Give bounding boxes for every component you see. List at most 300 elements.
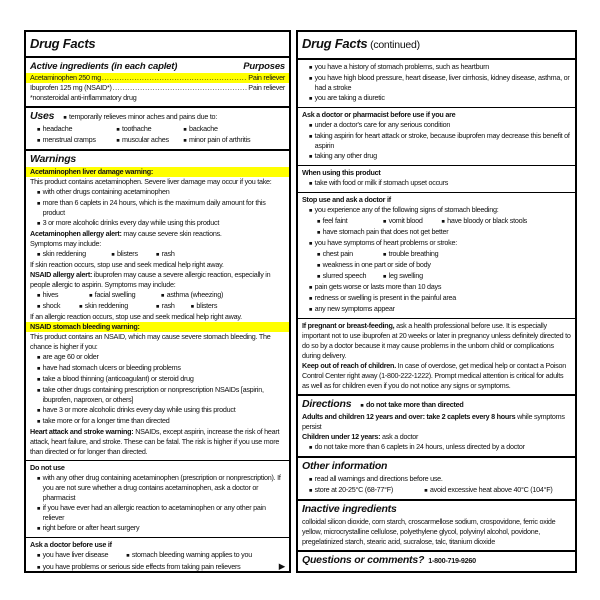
bullet-icon: ■ <box>37 293 41 299</box>
text-run: are age 60 or older <box>42 352 99 361</box>
text-run: ibuprofen may cause a severe allergic reaction, especially in people allergic to aspirin. Symptoms may include: <box>30 270 271 289</box>
section-heading: Directions <box>302 398 352 410</box>
ingredient-name: Acetaminophen 250 mg <box>30 73 101 82</box>
bullet-text <box>43 405 285 415</box>
bullet-icon: ■ <box>309 181 313 187</box>
label-section <box>26 106 289 149</box>
bullet-icon: ■ <box>383 219 387 225</box>
bullet-text <box>315 304 571 314</box>
bullet-item <box>298 474 575 485</box>
bullet-icon: ■ <box>383 274 387 280</box>
bullet-item <box>26 218 289 229</box>
bullet-text <box>323 260 571 270</box>
bullet-row <box>298 271 575 282</box>
bullet-text <box>323 227 571 237</box>
bullet-text: store at 20-25°C (68-77°F) <box>314 485 393 494</box>
bullet-icon: ■ <box>317 252 321 258</box>
text-run: you have a history of stomach problems, such as heartburn <box>314 62 489 71</box>
bullet-row <box>298 485 575 496</box>
bullet-item <box>111 249 156 260</box>
text-run: temporarily relieves minor aches and pains due to: <box>68 112 218 121</box>
bullet-text <box>43 503 285 523</box>
paragraph <box>26 167 289 177</box>
text-run: NSAID allergy alert: <box>30 270 93 279</box>
bullet-icon: ■ <box>309 488 313 494</box>
bullet-icon: ■ <box>37 355 41 361</box>
bullet-icon: ■ <box>37 138 41 144</box>
bullet-text <box>43 523 285 533</box>
bullet-text <box>43 352 285 362</box>
label-section <box>26 56 289 106</box>
bullet-item <box>26 473 289 503</box>
bullet-icon: ■ <box>309 65 313 71</box>
label-section <box>298 499 575 550</box>
text-run: take other drugs containing prescription or nonprescription NSAIDs [aspirin, ibuprofen, naproxen, or others] <box>42 385 264 404</box>
bullet-icon: ■ <box>37 565 41 571</box>
bullet-text <box>315 293 571 303</box>
text-run: have had stomach ulcers or bleeding problems <box>42 363 181 372</box>
bullet-icon: ■ <box>309 96 313 102</box>
text-run: any new symptoms appear <box>314 304 395 313</box>
bullet-text <box>315 62 571 72</box>
paragraph <box>26 260 289 270</box>
bullet-row <box>26 249 289 260</box>
bullet-row <box>298 249 575 260</box>
bullet-text: blisters <box>117 249 138 258</box>
bullet-item <box>116 135 183 146</box>
bullet-item <box>126 550 285 561</box>
paragraph <box>298 168 575 178</box>
bullet-text: chest pain <box>322 249 353 258</box>
bullet-text: avoid excessive heat above 40°C (104°F) <box>429 485 553 494</box>
bullet-icon: ■ <box>317 219 321 225</box>
bullet-icon: ■ <box>309 296 313 302</box>
label-section <box>298 32 575 58</box>
text-run: take with food or milk if stomach upset occurs <box>314 178 449 187</box>
bullet-text <box>43 416 285 426</box>
bullet-icon: ■ <box>309 241 313 247</box>
text-run: with any other drug containing acetaminophen (prescription or nonprescription). If you are not sure whether a drug contains acetaminophen, ask a doctor or pharmacist <box>42 473 281 502</box>
section-heading: Warnings <box>30 153 77 165</box>
text-run: under a doctor's care for any serious condition <box>314 120 451 129</box>
text-run: Ask a doctor before use if <box>30 540 112 549</box>
bullet-text: rash <box>161 249 175 258</box>
label-section <box>298 456 575 499</box>
text-run: Acetaminophen liver damage warning: <box>30 167 154 176</box>
bullet-text <box>315 178 571 188</box>
section-heading-row <box>26 110 289 123</box>
bullet-item <box>37 135 116 146</box>
bullet-item <box>156 249 285 260</box>
section-heading-row <box>298 503 575 516</box>
text-run: Keep out of reach of children. <box>302 361 396 370</box>
text-run: take a blood thinning (anticoagulant) or steroid drug <box>42 374 194 383</box>
bullet-icon: ■ <box>37 526 41 532</box>
bullet-icon: ■ <box>37 388 41 394</box>
dot-leader <box>113 83 248 93</box>
bullet-text <box>43 374 285 384</box>
bullet-text <box>315 73 571 93</box>
text-run: NSAIDs, except aspirin, increase the risk of heart attack, heart failure, and stroke. These can be fatal. The risk is higher if you use more than directed or for longer than directed. <box>30 427 280 456</box>
bullet-text: stomach bleeding warning applies to you <box>131 550 253 559</box>
text-run: Heart attack and stroke warning: <box>30 427 134 436</box>
label-section <box>26 149 289 460</box>
bullet-text <box>43 218 285 228</box>
bullet-text: slurred speech <box>322 271 367 280</box>
paragraph <box>26 322 289 332</box>
bullet-item <box>317 216 383 227</box>
panel-title-text: Drug Facts <box>30 36 96 51</box>
bullet-text: skin reddening <box>84 301 129 310</box>
bullet-text: vomit blood <box>388 216 423 225</box>
ingredient-purpose: Pain reliever <box>248 83 285 92</box>
panel-title <box>26 34 289 53</box>
bullet-icon: ■ <box>37 419 41 425</box>
text-run: If pregnant or breast-feeding, <box>302 321 395 330</box>
label-section <box>26 32 289 56</box>
bullet-item <box>26 187 289 198</box>
bullet-icon: ■ <box>317 274 321 280</box>
bullet-item <box>26 198 289 218</box>
bullet-text <box>315 442 571 452</box>
bullet-text: rash <box>161 301 175 310</box>
bullet-item <box>37 550 126 561</box>
bullet-item <box>26 385 289 405</box>
bullet-item <box>26 352 289 363</box>
section-heading: Uses <box>30 110 55 122</box>
bullet-item <box>79 301 156 312</box>
bullet-icon: ■ <box>156 304 160 310</box>
bullet-text <box>315 474 571 484</box>
text-run: if you have ever had an allergic reaction to acetaminophen or any other pain reliever <box>42 503 266 522</box>
bullet-icon: ■ <box>37 377 41 383</box>
bullet-item <box>26 503 289 523</box>
paragraph <box>298 195 575 205</box>
bullet-text <box>315 282 571 292</box>
text-run: Symptoms may include: <box>30 239 102 248</box>
heading-inline-text <box>63 112 217 123</box>
bullet-icon: ■ <box>156 252 160 258</box>
label-section <box>26 460 289 537</box>
bullet-icon: ■ <box>309 76 313 82</box>
label-section <box>26 537 289 573</box>
bullet-item <box>383 249 571 260</box>
bullet-item <box>26 561 289 573</box>
bullet-item <box>26 523 289 534</box>
bullet-item <box>298 304 575 315</box>
bullet-item <box>298 293 575 304</box>
bullet-text: shock <box>42 301 61 310</box>
section-heading: Questions or comments? <box>302 554 425 566</box>
bullet-row <box>26 301 289 312</box>
drug-facts-label <box>24 30 577 573</box>
bullet-item <box>298 73 575 93</box>
heading-inline-text <box>428 556 476 566</box>
bullet-row <box>26 135 289 146</box>
section-heading: Other information <box>302 460 388 472</box>
text-run: Ask a doctor or pharmacist before use if you are <box>302 110 456 119</box>
bullet-icon: ■ <box>309 477 313 483</box>
paragraph <box>298 412 575 432</box>
bullet-item <box>26 374 289 385</box>
bullet-text: toothache <box>122 124 152 133</box>
bullet-icon: ■ <box>37 408 41 414</box>
text-run: If skin reaction occurs, stop use and seek medical help right away. <box>30 260 224 269</box>
text-run: while symptoms persist <box>302 412 565 431</box>
label-section <box>298 58 575 107</box>
bullet-icon: ■ <box>309 307 313 313</box>
bullet-text: menstrual cramps <box>42 135 96 144</box>
text-run: When using this product <box>302 168 381 177</box>
text-run: read all warnings and directions before use. <box>314 474 443 483</box>
paragraph <box>26 427 289 457</box>
text-run: taking aspirin for heart attack or stroke, because ibuprofen may decrease this benefit of aspirin <box>314 131 570 150</box>
bullet-icon: ■ <box>309 123 313 129</box>
bullet-text <box>315 151 571 161</box>
text-run: pain gets worse or lasts more than 10 days <box>314 282 442 291</box>
text-run: with other drugs containing acetaminophen <box>42 187 170 196</box>
paragraph <box>26 463 289 473</box>
bullet-text <box>315 120 571 130</box>
bullet-icon: ■ <box>37 476 41 482</box>
ingredient-row <box>26 83 289 93</box>
bullet-icon: ■ <box>309 154 313 160</box>
bullet-text <box>43 385 285 405</box>
bullet-row <box>26 290 289 301</box>
text-run: colloidal silicon dioxide, corn starch, croscarmellose sodium, crospovidone, ferric oxide yellow, microcrystalline cellulose, polyethylene glycol, polyvinyl alcohol, povidone, pregelatinized starch, stearic acid, sucralose, talc, titanium dioxide <box>302 517 556 546</box>
bullet-icon: ■ <box>424 488 428 494</box>
bullet-text <box>43 473 285 503</box>
bullet-item <box>183 124 285 135</box>
text-run: you have symptoms of heart problems or stroke: <box>314 238 457 247</box>
bullet-icon: ■ <box>309 208 313 214</box>
bullet-item <box>26 363 289 374</box>
label-section <box>298 165 575 192</box>
bullet-text: feel faint <box>322 216 348 225</box>
bullet-icon: ■ <box>126 553 130 559</box>
paragraph <box>298 432 575 442</box>
active-ingredients-header: Active ingredients (in each caplet) <box>30 61 178 72</box>
section-heading-row <box>26 153 289 166</box>
paragraph <box>26 270 289 290</box>
bullet-icon: ■ <box>360 403 364 409</box>
bullet-text: muscular aches <box>122 135 169 144</box>
bullet-text: trouble breathing <box>388 249 439 258</box>
section-heading: Inactive ingredients <box>302 503 397 515</box>
bullet-icon: ■ <box>183 138 187 144</box>
text-run: may cause severe skin reactions. <box>121 229 222 238</box>
bullet-item <box>161 290 285 301</box>
bullet-text: backache <box>188 124 218 133</box>
bullet-item <box>298 62 575 73</box>
bullet-item <box>116 124 183 135</box>
bullet-item <box>298 227 575 238</box>
paragraph <box>298 321 575 361</box>
bullet-icon: ■ <box>309 134 313 140</box>
bullet-text: minor pain of arthritis <box>188 135 251 144</box>
purposes-header: Purposes <box>243 61 285 72</box>
text-run: have stomach pain that does not get better <box>322 227 449 236</box>
text-run: have 3 or more alcoholic drinks every day while using this product <box>42 405 236 414</box>
text-run: Children under 12 years: <box>302 432 381 441</box>
text-run: take more or for a longer time than directed <box>42 416 170 425</box>
bullet-icon: ■ <box>37 553 41 559</box>
bullet-text: headache <box>42 124 73 133</box>
paragraph <box>26 540 289 550</box>
bullet-item <box>317 271 383 282</box>
bullet-item <box>383 271 571 282</box>
bullet-row <box>26 124 289 135</box>
bullet-icon: ■ <box>63 115 67 121</box>
label-section <box>298 394 575 456</box>
text-run: ask a doctor <box>380 432 419 441</box>
bullet-item <box>298 131 575 151</box>
bullet-item <box>183 135 285 146</box>
label-section <box>298 318 575 394</box>
text-run: do not take more than 6 caplets in 24 hours, unless directed by a doctor <box>314 442 525 451</box>
bullet-item <box>424 485 571 496</box>
bullet-item <box>441 216 571 227</box>
panel-title <box>298 34 575 55</box>
bullet-icon: ■ <box>116 138 120 144</box>
bullet-item <box>298 238 575 249</box>
label-section <box>298 107 575 165</box>
bullet-row <box>26 550 289 561</box>
text-run: Adults and children 12 years and over: take 2 caplets every 8 hours <box>302 412 516 421</box>
text-run: Stop use and ask a doctor if <box>302 195 391 204</box>
ingredient-name: Ibuprofen 125 mg (NSAID*) <box>30 83 112 92</box>
paragraph <box>298 361 575 391</box>
text-run: weakness in one part or side of body <box>322 260 431 269</box>
text-run: right before or after heart surgery <box>42 523 140 532</box>
text-run: redness or swelling is present in the painful area <box>314 293 456 302</box>
bullet-item <box>317 249 383 260</box>
bullet-item <box>298 151 575 162</box>
column-headers <box>26 60 289 73</box>
text-run: do not take more than directed <box>366 400 464 409</box>
bullet-text <box>43 562 275 572</box>
bullet-icon: ■ <box>309 445 313 451</box>
ingredient-purpose: Pain reliever <box>248 73 285 82</box>
bullet-item <box>37 301 79 312</box>
drug-facts-panel-left <box>24 30 291 573</box>
label-section <box>298 550 575 571</box>
label-section <box>298 192 575 318</box>
paragraph <box>26 332 289 352</box>
text-run: 1-800-719-9260 <box>428 556 476 565</box>
text-run: In case of overdose, get medical help or contact a Poison Control Center right away (1-800-222-1222). Prompt medical attention is critical for adults as well as for children even if you do not notice any signs or symptoms. <box>302 361 567 390</box>
bullet-icon: ■ <box>190 304 194 310</box>
text-run: you have problems or serious side effects from taking pain relievers <box>42 562 241 571</box>
bullet-text <box>315 131 571 151</box>
heading-inline-text <box>360 400 463 411</box>
text-run: This product contains acetaminophen. Severe liver damage may occur if you take: <box>30 177 272 186</box>
panel-title-text: (continued) <box>367 39 420 51</box>
panel-title-text: Drug Facts <box>302 36 368 51</box>
bullet-icon: ■ <box>116 127 120 133</box>
text-run: Do not use <box>30 463 65 472</box>
bullet-text: blisters <box>196 301 218 310</box>
bullet-text: leg swelling <box>388 271 423 280</box>
bullet-icon: ■ <box>111 252 115 258</box>
text-run: taking any other drug <box>314 151 377 160</box>
bullet-text: hives <box>42 290 59 299</box>
bullet-item <box>298 120 575 131</box>
bullet-item <box>156 301 191 312</box>
text-run: you experience any of the following signs of stomach bleeding: <box>314 205 499 214</box>
bullet-icon: ■ <box>317 263 321 269</box>
bullet-item <box>37 124 116 135</box>
text-run: NSAID stomach bleeding warning: <box>30 322 140 331</box>
paragraph <box>26 93 289 103</box>
bullet-icon: ■ <box>37 221 41 227</box>
bullet-text <box>43 198 285 218</box>
text-run: Acetaminophen allergy alert: <box>30 229 122 238</box>
paragraph <box>298 517 575 547</box>
bullet-icon: ■ <box>37 127 41 133</box>
bullet-icon: ■ <box>37 252 41 258</box>
bullet-icon: ■ <box>37 190 41 196</box>
bullet-icon: ■ <box>441 219 445 225</box>
bullet-item <box>26 405 289 416</box>
section-heading-row <box>298 398 575 411</box>
bullet-icon: ■ <box>37 366 41 372</box>
bullet-text <box>43 187 285 197</box>
bullet-text <box>43 363 285 373</box>
bullet-icon: ■ <box>37 201 41 207</box>
bullet-icon: ■ <box>37 506 41 512</box>
bullet-icon: ■ <box>309 285 313 291</box>
bullet-text <box>315 93 571 103</box>
bullet-icon: ■ <box>383 252 387 258</box>
bullet-text <box>315 238 571 248</box>
bullet-icon: ■ <box>37 304 41 310</box>
bullet-text: facial swelling <box>94 290 136 299</box>
text-run: This product contains an NSAID, which may cause severe stomach bleeding. The chance is higher if you: <box>30 332 271 351</box>
dot-leader <box>102 73 247 83</box>
bullet-text: skin reddening <box>42 249 86 258</box>
bullet-icon: ■ <box>317 230 321 236</box>
text-run: ask a health professional before use. It is especially important not to use ibuprofen at 20 weeks or later in pregnancy unless definitely directed to do so by a doctor because it may cause problems in the unborn child or complications during delivery. <box>302 321 571 360</box>
text-run: you have high blood pressure, heart disease, liver cirrhosis, kidney disease, asthma, or had a stroke <box>314 73 570 92</box>
bullet-icon: ■ <box>89 293 93 299</box>
bullet-item <box>298 442 575 453</box>
text-run: you are taking a diuretic <box>314 93 385 102</box>
bullet-item <box>37 290 89 301</box>
bullet-item <box>383 216 441 227</box>
bullet-item <box>37 249 111 260</box>
paragraph <box>26 229 289 239</box>
section-heading-row <box>298 554 575 567</box>
bullet-icon: ■ <box>183 127 187 133</box>
bullet-item <box>298 260 575 271</box>
bullet-item <box>298 205 575 216</box>
bullet-item <box>89 290 161 301</box>
text-run: If an allergic reaction occurs, stop use and seek medical help right away. <box>30 312 242 321</box>
paragraph <box>26 312 289 322</box>
text-run: more than 6 caplets in 24 hours, which is the maximum daily amount for this product <box>42 198 266 217</box>
bullet-text: asthma (wheezing) <box>166 290 224 299</box>
bullet-row <box>298 216 575 227</box>
bullet-icon: ■ <box>79 304 83 310</box>
paragraph <box>26 239 289 249</box>
paragraph <box>26 177 289 187</box>
bullet-item <box>26 416 289 427</box>
text-run: 3 or more alcoholic drinks every day while using this product <box>42 218 220 227</box>
bullet-text <box>315 205 571 215</box>
drug-facts-panel-right <box>296 30 577 573</box>
bullet-item <box>191 301 285 312</box>
